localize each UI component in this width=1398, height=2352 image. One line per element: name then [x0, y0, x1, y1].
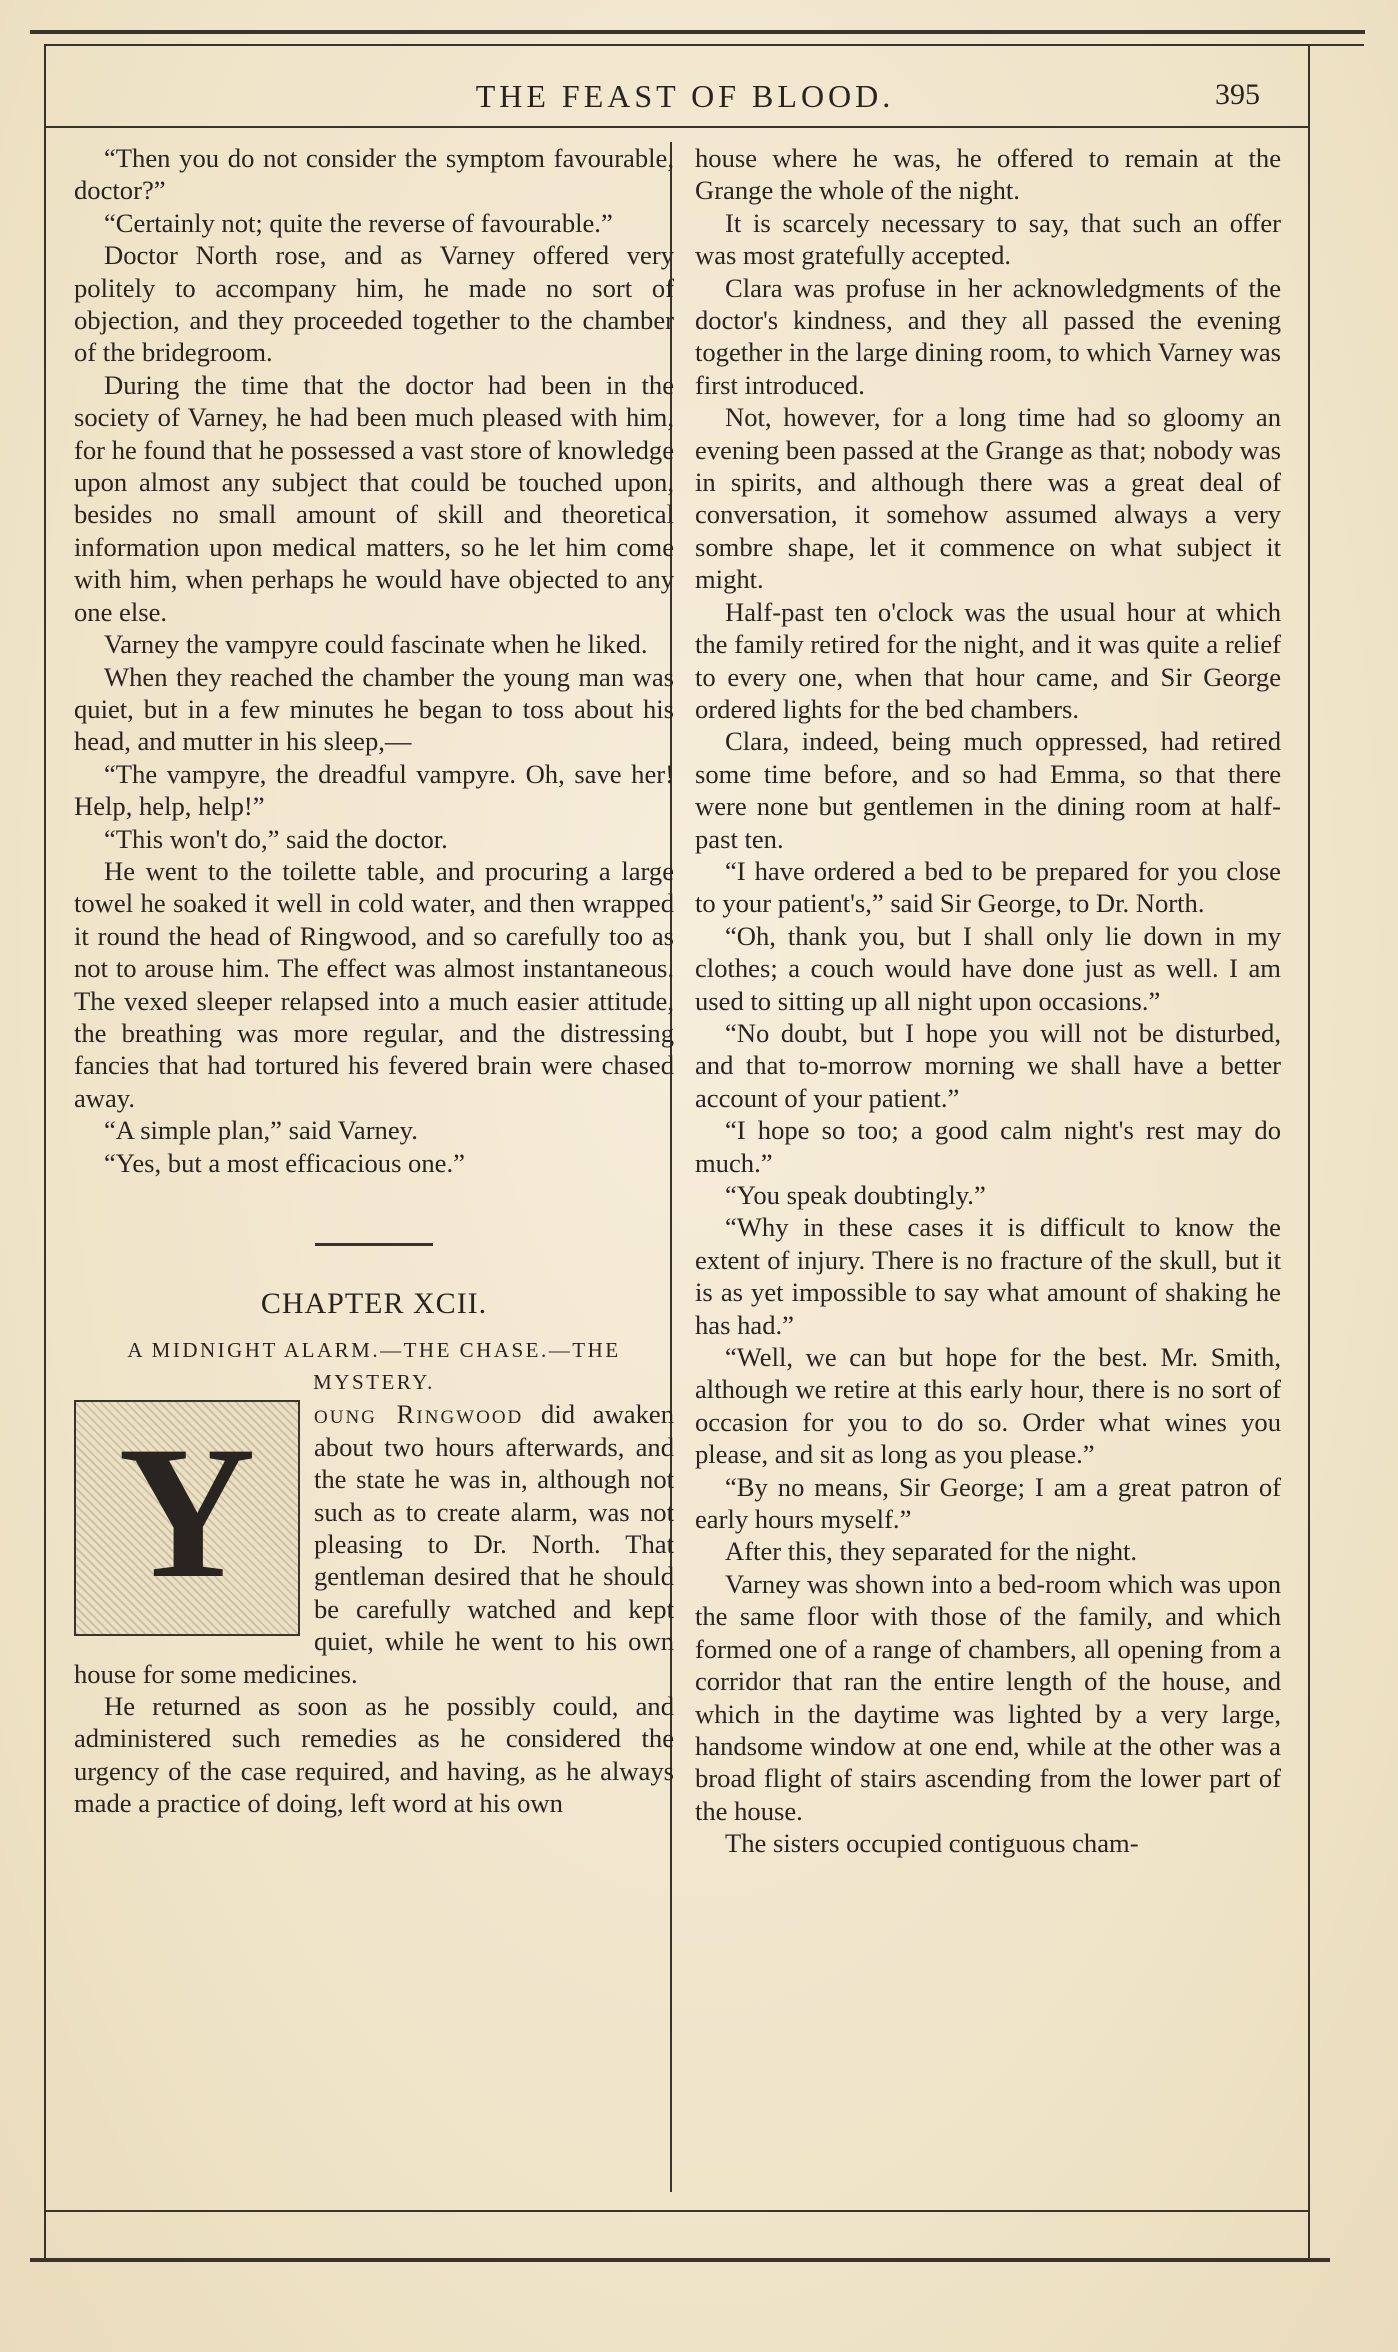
top-rule-thick: [30, 30, 1365, 34]
paragraph: The sisters occupied contiguous cham-: [725, 1828, 1139, 1859]
paragraph: Clara was profuse in her acknowledgments of the doctor's kindness, and they all passed the evening together in the large dining room, to which Varney was first introduced.: [695, 272, 1281, 400]
paragraph: Doctor North rose, and as Varney offered very politely to accompany him, he made no sort of objection, and they proceeded together to the chamber of the bridegroom.: [74, 240, 674, 368]
paragraph: “Well, we can but hope for the best. Mr. Smith, although we retire at this early hour, there is no sort of occasion for you to do so. Order what wines you please, and sit as long as you please.”: [695, 1342, 1281, 1470]
paragraph: He returned as soon as he possibly could, and administered such remedies as he considered the urgency of the case required, and having, as he always made a practice of doing, left word at his own: [74, 1691, 674, 1819]
running-title: THE FEAST OF BLOOD.: [475, 78, 895, 114]
section-divider: [315, 1243, 433, 1246]
dropcap-letter: Y: [118, 1408, 256, 1619]
paragraph: “No doubt, but I hope you will not be disturbed, and that to-morrow morning we shall have a better account of your patient.”: [695, 1017, 1281, 1113]
paragraph: “The vampyre, the dreadful vampyre. Oh, save her! Help, help, help!”: [74, 758, 674, 822]
paragraph: “This won't do,” said the doctor.: [104, 823, 448, 854]
paragraph: He went to the toilette table, and procuring a large towel he soaked it well in cold water, and then wrapped it round the head of Ringwood, and so carefully too as not to arouse him. The effect was almost instantaneous. The vexed sleeper relapsed into a much easier attitude, the breathing was more regular, and the distressing fancies that had tortured his fevered brain were chased away.: [74, 855, 674, 1113]
chapter-title: CHAPTER XCII.: [260, 1287, 488, 1320]
page-header: [70, 78, 1300, 118]
left-column: [74, 142, 674, 1820]
header-rule: [46, 126, 1308, 128]
opening-smallcaps: oung Ringwood: [314, 1399, 524, 1430]
paragraph: When they reached the chamber the young man was quiet, but in a few minutes he began to toss about his head, and mutter in his sleep,—: [74, 661, 674, 757]
paragraph: “I hope so too; a good calm night's rest may do much.”: [695, 1115, 1281, 1178]
paragraph: “By no means, Sir George; I am a great patron of early hours myself.”: [695, 1471, 1281, 1535]
paragraph: “A simple plan,” said Varney.: [104, 1115, 418, 1146]
bottom-rule-thick: [30, 2258, 1330, 2262]
chapter-subtitle: A MIDNIGHT ALARM.—THE CHASE.—THE MYSTERY.: [127, 1338, 621, 1395]
bottom-rule-thin: [44, 2210, 1310, 2212]
paragraph: “Why in these cases it is difficult to know the extent of injury. There is no fracture of the skull, but it is as yet impossible to say what amount of shaking he has had.”: [695, 1212, 1281, 1340]
right-paragraphs: [695, 142, 1281, 1860]
paragraph: “Yes, but a most efficacious one.”: [104, 1147, 465, 1178]
paragraph: house where he was, he offered to remain at the Grange the whole of the night.: [695, 143, 1281, 206]
opening-rest: did awaken about two hours afterwards, and the state he was in, although not such as to create alarm, was not pleasing to Dr. North. That gentleman desired that he should be carefully watched and kept quiet, while he went to his own house for some medicines.: [74, 1399, 674, 1689]
top-rule-thin: [44, 44, 1364, 46]
paragraph: “Then you do not consider the symptom favourable, doctor?”: [74, 143, 674, 206]
paragraph: Varney the vampyre could fascinate when he liked.: [104, 629, 648, 660]
right-border: [1308, 44, 1310, 2259]
left-paragraphs-after: [74, 1690, 674, 1820]
paragraph: Half-past ten o'clock was the usual hour at which the family retired for the night, and it was quite a relief to every one, when that hour came, and Sir George ordered lights for the bed chambers.: [695, 596, 1281, 724]
paragraph: It is scarcely necessary to say, that such an offer was most gratefully accepted.: [695, 207, 1281, 271]
paragraph: “Certainly not; quite the reverse of favourable.”: [104, 207, 613, 238]
paragraph: “You speak doubtingly.”: [725, 1180, 986, 1210]
opening-paragraph-block: [74, 1398, 674, 1690]
paragraph: During the time that the doctor had been in the society of Varney, he had been much pleased with him, for he found that he possessed a vast store of knowledge upon almost any subject that could be touched upon, besides no small amount of skill and theoretical information upon medical matters, so he let him come with him, when perhaps he would have objected to any one else.: [74, 369, 674, 627]
page-number: 395: [1215, 78, 1260, 111]
right-column: [695, 142, 1281, 1860]
paragraph: After this, they separated for the night.: [725, 1536, 1138, 1567]
paragraph: Not, however, for a long time had so gloomy an evening been passed at the Grange as that; nobody was in spirits, and although there was a great deal of conversation, it somehow assumed always a very sombre shape, let it commence on what subject it might.: [695, 402, 1281, 595]
paragraph: “Oh, thank you, but I shall only lie down in my clothes; a couch would have done just as well. I am used to sitting up all night upon occasions.”: [695, 920, 1281, 1016]
paragraph: Varney was shown into a bed-room which was upon the same floor with those of the family, and which formed one of a range of chambers, all opening from a corridor that ran the entire length of the house, and which in the daytime was lighted by a very large, handsome window at one end, while at the other was a broad flight of stairs ascending from the lower part of the house.: [695, 1568, 1281, 1826]
left-border: [44, 44, 46, 2259]
left-paragraphs-before: [74, 142, 674, 1179]
paragraph: “I have ordered a bed to be prepared for you close to your patient's,” said Sir George, to Dr. North.: [695, 855, 1281, 919]
paragraph: Clara, indeed, being much oppressed, had retired some time before, and so had Emma, so that there were none but gentlemen in the dining room at half-past ten.: [695, 726, 1281, 854]
ornamental-dropcap-icon: [74, 1400, 300, 1636]
